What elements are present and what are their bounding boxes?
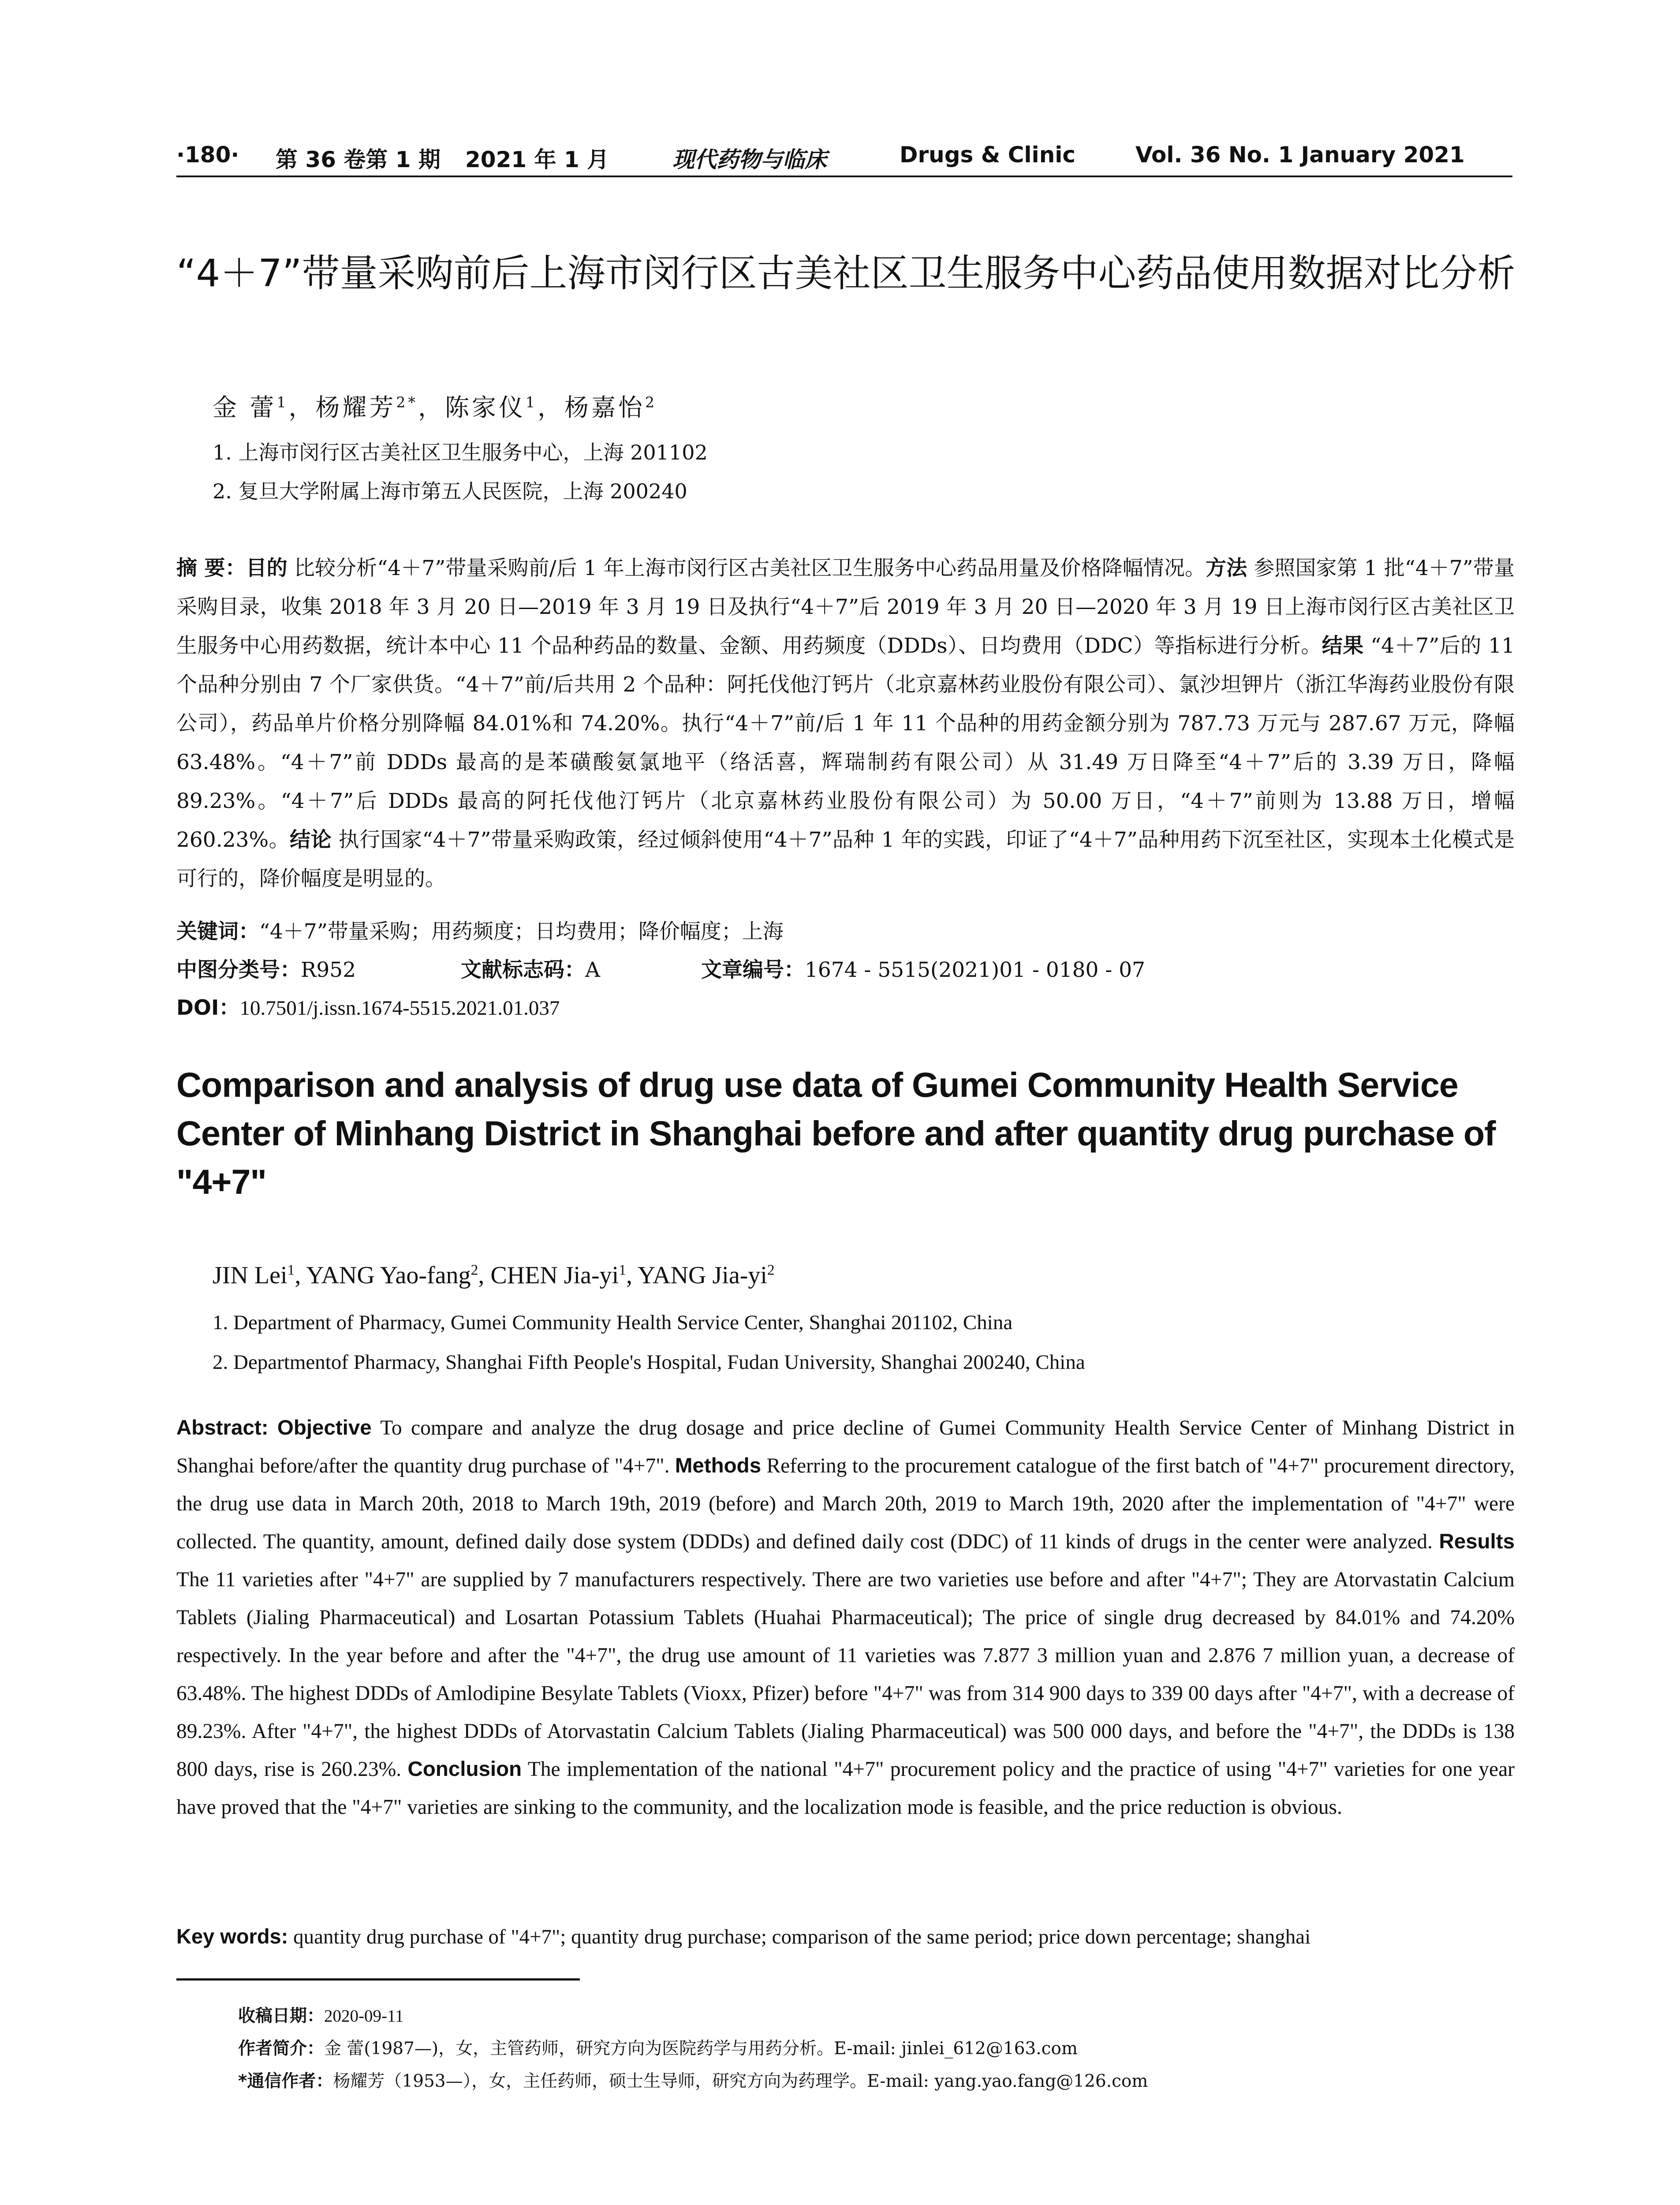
corresponding-label: *通信作者： <box>238 2071 333 2091</box>
author-sup: 1 <box>276 393 289 411</box>
author-sup: 1 <box>619 1262 627 1278</box>
author-name: ，陈家仪 <box>418 393 526 422</box>
author-sup: 2 <box>645 393 657 411</box>
cn-abstract <box>176 549 1515 898</box>
conclusion-label: 结论 <box>290 828 332 852</box>
results-text: The 11 varieties after "4+7" are supplied by 7 manufacturers respectively. There are two varieties use before and after "4+7"; They are Atorvastatin Calcium Tablets (Jialing Pharmaceutical) and Losartan Potassium Tablets (Huahai Pharmaceutical); The price of single drug decreased by 84.01% and 74.20% respectively. In the year before and after the "4+7", the drug use amount of 11 varieties was 7.877 3 million yuan and 2.876 7 million yuan, a decrease of 63.48%. The highest DDDs of Amlodipine Besylate Tablets (Vioxx, Pfizer) before "4+7" was from 314 900 days to 339 00 days after "4+7", with a decrease of 89.23%. After "4+7", the highest DDDs of Atorvastatin Calcium Tablets (Jialing Pharmaceutical) was 500 000 days, and before the "4+7", the DDDs is 138 800 days, rise is 260.23%. <box>176 1568 1515 1781</box>
doi-label: DOI： <box>176 996 240 1020</box>
en-affiliation-2: 2. Departmentof Pharmacy, Shanghai Fifth People's Hospital, Fudan University, Shanghai 200240, China <box>213 1351 1085 1374</box>
en-title: Comparison and analysis of drug use data of Gumei Community Health Service Center of Minhang District in Shanghai before and after quantity drug purchase of "4+7" <box>176 1065 1496 1201</box>
doc-code-value: A <box>585 958 600 982</box>
author-name: 金 蕾 <box>213 393 277 422</box>
article-no-label: 文章编号： <box>701 958 805 982</box>
running-header <box>176 142 1512 172</box>
author-sup: 2 <box>767 1262 775 1278</box>
author-name: , YANG Yao-fang <box>295 1262 471 1289</box>
article-no-value: 1674 - 5515(2021)01 - 0180 - 07 <box>805 958 1146 982</box>
keywords-text: “4＋7”带量采购；用药频度；日均费用；降价幅度；上海 <box>259 919 784 944</box>
author-name: JIN Lei <box>213 1262 287 1289</box>
cn-keywords <box>176 915 784 945</box>
received-label: 收稿日期： <box>238 2006 325 2026</box>
cn-doi <box>176 991 560 1021</box>
author-name: ，杨耀芳 <box>288 393 396 422</box>
author-sup: 1 <box>287 1262 295 1278</box>
en-authors <box>213 1261 775 1289</box>
journal-en: Drugs & Clinic <box>900 142 1076 168</box>
cn-affiliation-1: 1. 上海市闵行区古美社区卫生服务中心，上海 201102 <box>213 441 708 464</box>
conclusion-label: Conclusion <box>407 1757 522 1781</box>
methods-label: Methods <box>675 1454 762 1477</box>
cn-affiliation-2: 2. 复旦大学附属上海市第五人民医院，上海 200240 <box>213 479 687 503</box>
cn-authors <box>213 388 657 423</box>
doc-code-label: 文献标志码： <box>461 958 585 982</box>
author-sup: 2 <box>470 1262 478 1278</box>
methods-label: 方法 <box>1206 556 1247 580</box>
doi-value: 10.7501/j.issn.1674-5515.2021.01.037 <box>239 997 560 1020</box>
footnote-rule <box>176 1978 580 1981</box>
author-sup: 1 <box>526 393 538 411</box>
volume-cn: 第 36 卷第 1 期 <box>276 147 441 172</box>
en-keywords <box>176 1924 1517 1949</box>
cn-article-no <box>701 953 1145 983</box>
footnote-received <box>238 2002 404 2027</box>
abstract-label: 摘 要： <box>176 556 246 580</box>
author-bio: 金 蕾(1987—)，女，主管药师，研究方向为医院药学与用药分析。E-mail: jinlei_612@163.com <box>324 2039 1078 2059</box>
author-name: , YANG Jia-yi <box>626 1262 767 1289</box>
conclusion-text: 执行国家“4＋7”带量采购政策，经过倾斜使用“4＋7”品种 1 年的实践，印证了“4＋7”品种用药下沉至社区，实现本土化模式是可行的，降价幅度是明显的。 <box>176 828 1515 891</box>
cn-title: “4＋7”带量采购前后上海市闵行区古美社区卫生服务中心药品使用数据对比分析 <box>176 251 1516 295</box>
keywords-label: Key words: <box>176 1925 288 1948</box>
objective-label: 目的 <box>246 556 287 580</box>
methods-text: 参照国家第 1 批“4＋7”带量采购目录，收集 2018 年 3 月 20 日—2019 年 3 月 19 日及执行“4＋7”后 2019 年 3 月 20 日—2020 年 3 月 19 日上海市闵行区古美社区卫生服务中心用药数据，统计本中心 11 个品种药品的数量、金额、用药频度（DDDs）、日均费用（DDC）等指标进行分析。 <box>176 556 1515 658</box>
author-sup: 2* <box>396 393 418 411</box>
methods-text: Referring to the procurement catalogue of the first batch of "4+7" procurement directory, the drug use data in March 20th, 2018 to March 19th, 2019 (before) and March 20th, 2019 to March 19th, 2020 after the implementation of "4+7" were collected. The quantity, amount, defined daily dose system (DDDs) and defined daily cost (DDC) of 11 kinds of drugs in the center were analyzed. <box>176 1454 1515 1553</box>
author-name: , CHEN Jia-yi <box>478 1262 619 1289</box>
abstract-label: Abstract: <box>176 1416 269 1439</box>
keywords-label: 关键词： <box>176 919 259 944</box>
results-label: 结果 <box>1322 634 1364 658</box>
en-affiliation-1: 1. Department of Pharmacy, Gumei Community Health Service Center, Shanghai 201102, China <box>213 1311 1013 1334</box>
date-cn: 2021 年 1 月 <box>465 147 609 172</box>
corresponding-bio: 杨耀芳（1953—），女，主任药师，硕士生导师，研究方向为药理学。E-mail: yang.yao.fang@126.com <box>333 2071 1148 2091</box>
objective-text: To compare and analyze the drug dosage and price decline of Gumei Community Health Service Center of Minhang District in Shanghai before/after the quantity drug purchase of "4+7". <box>176 1416 1515 1477</box>
objective-text: 比较分析“4＋7”带量采购前/后 1 年上海市闵行区古美社区卫生服务中心药品用量及价格降幅情况。 <box>287 556 1206 580</box>
received-date: 2020-09-11 <box>324 2007 404 2026</box>
author-name: ，杨嘉怡 <box>538 393 646 422</box>
clc-value: R952 <box>301 958 356 982</box>
clc-label: 中图分类号： <box>176 958 301 982</box>
cn-doc-code <box>461 953 600 983</box>
en-abstract <box>176 1409 1515 1826</box>
results-label: Results <box>1439 1530 1515 1553</box>
header-rule <box>176 176 1512 177</box>
footnote-author <box>238 2035 1078 2059</box>
cn-classification-line <box>176 953 356 983</box>
keywords-text: quantity drug purchase of "4+7"; quantity drug purchase; comparison of the same period; price down percentage; shanghai <box>288 1925 1311 1948</box>
volume-en: Vol. 36 No. 1 January 2021 <box>1135 142 1465 168</box>
conclusion-text: The implementation of the national "4+7" procurement policy and the practice of using "4+7" varieties for one year have proved that the "4+7" varieties are sinking to the community, and the localization mode is feasible, and the price reduction is obvious. <box>176 1758 1515 1819</box>
footnote-corresponding <box>238 2067 1148 2092</box>
results-text: “4＋7”后的 11 个品种分别由 7 个厂家供货。“4＋7”前/后共用 2 个品种：阿托伐他汀钙片（北京嘉林药业股份有限公司）、氯沙坦钾片（浙江华海药业股份有限公司），药品单片价格分别降幅 84.01%和 74.20%。执行“4＋7”前/后 1 年 11 个品种的用药金额分别为 787.73 万元与 287.67 万元，降幅 63.48%。“4＋7”前 DDDs 最高的是苯磺酸氨氯地平（络活喜，辉瑞制药有限公司）从 31.49 万日降至“4＋7”后的 3.39 万日，降幅 89.23%。“4＋7”后 DDDs 最高的阿托伐他汀钙片（北京嘉林药业股份有限公司）为 50.00 万日，“4＋7”前则为 13.88 万日，增幅 260.23%。 <box>176 634 1515 852</box>
journal-cn: 现代药物与临床 <box>672 146 827 172</box>
page-number: ·180· <box>176 142 239 168</box>
objective-label: Objective <box>277 1416 372 1439</box>
author-bio-label: 作者简介： <box>238 2039 325 2059</box>
